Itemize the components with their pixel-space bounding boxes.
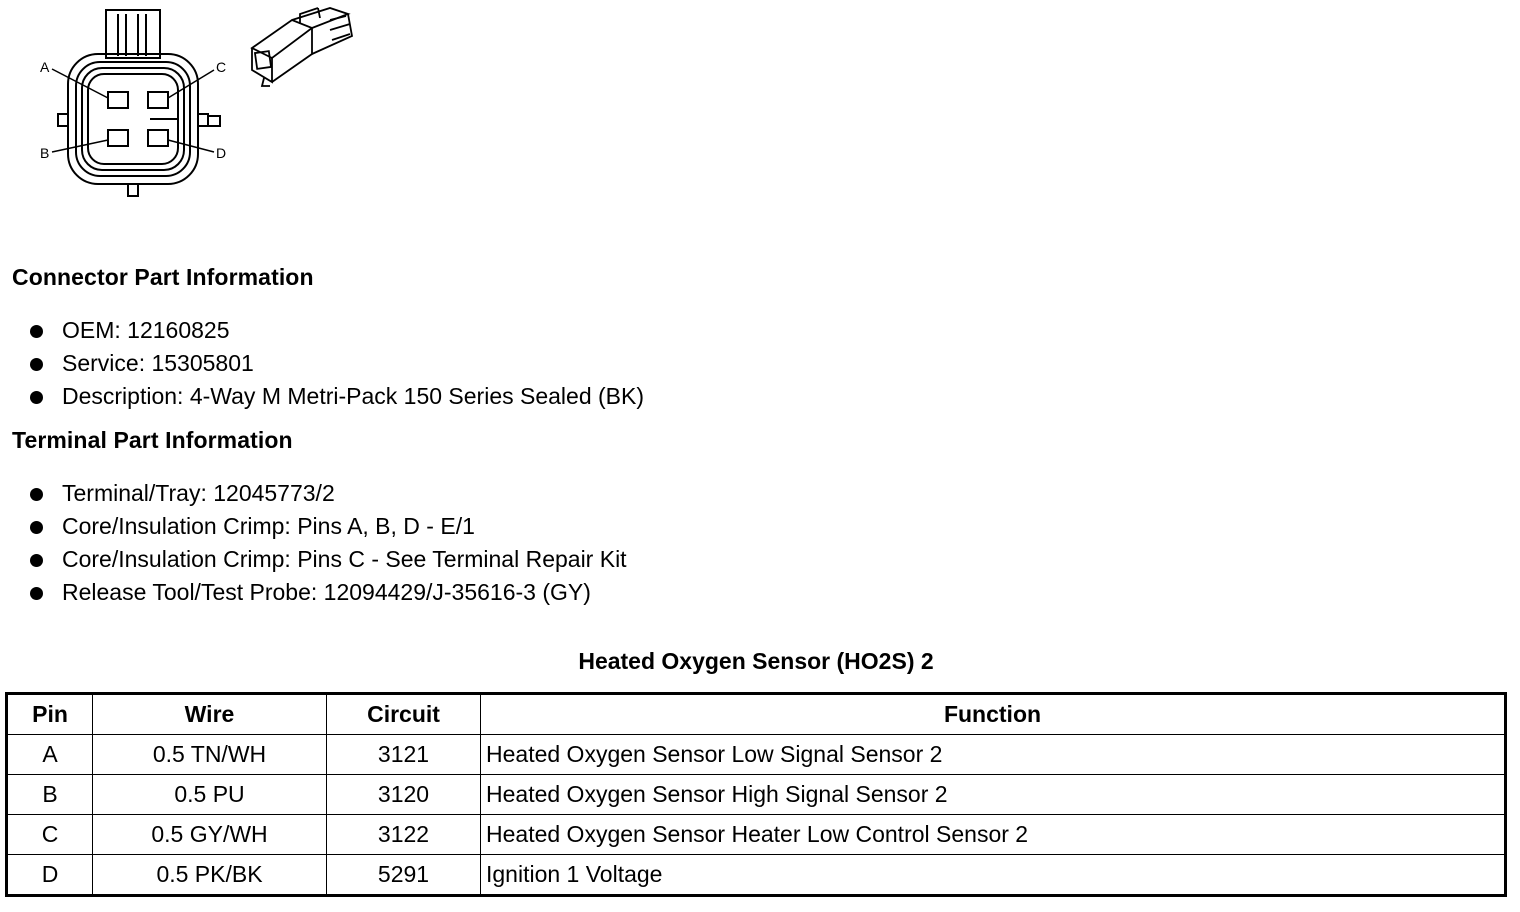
cell-function: Heated Oxygen Sensor Heater Low Control Sensor 2: [481, 815, 1506, 855]
cell-pin: C: [7, 815, 93, 855]
bullet-icon: [30, 587, 43, 600]
table-row: [7, 855, 1506, 896]
list-item: Core/Insulation Crimp: Pins C - See Terminal Repair Kit: [28, 543, 627, 576]
cavity-c: [148, 92, 168, 108]
cell-circuit: 3120: [327, 775, 481, 815]
bullet-icon: [30, 358, 43, 371]
list-item: Core/Insulation Crimp: Pins A, B, D - E/1: [28, 510, 627, 543]
cell-wire: 0.5 GY/WH: [93, 815, 327, 855]
connector-diagram: [0, 0, 380, 210]
bullet-icon: [30, 521, 43, 534]
bullet-icon: [30, 325, 43, 338]
pin-label-a: A: [40, 59, 50, 75]
cell-circuit: 3122: [327, 815, 481, 855]
pin-table: [5, 692, 1507, 897]
cell-function: Heated Oxygen Sensor Low Signal Sensor 2: [481, 735, 1506, 775]
cell-wire: 0.5 PK/BK: [93, 855, 327, 896]
pin-label-c: C: [216, 59, 227, 75]
connector-part-heading: Connector Part Information: [12, 264, 314, 290]
bullet-icon: [30, 554, 43, 567]
cell-wire: 0.5 PU: [93, 775, 327, 815]
cell-circuit: 3121: [327, 735, 481, 775]
list-item: Terminal/Tray: 12045773/2: [28, 477, 627, 510]
table-row: [7, 735, 1506, 775]
cavity-a: [108, 92, 128, 108]
table-row: [7, 775, 1506, 815]
header-function: Function: [481, 694, 1506, 735]
cavity-d: [148, 130, 168, 146]
cell-circuit: 5291: [327, 855, 481, 896]
bullet-icon: [30, 391, 43, 404]
list-item: Release Tool/Test Probe: 12094429/J-35616-3 (GY): [28, 576, 627, 609]
pin-label-b: B: [40, 145, 50, 161]
table-row: [7, 815, 1506, 855]
table-header-row: [7, 694, 1506, 735]
terminal-part-heading: Terminal Part Information: [12, 427, 293, 453]
list-item: OEM: 12160825: [28, 314, 644, 347]
table-title: Heated Oxygen Sensor (HO2S) 2: [578, 648, 934, 674]
cell-function: Heated Oxygen Sensor High Signal Sensor 2: [481, 775, 1506, 815]
latch-tab: [106, 10, 160, 58]
cell-wire: 0.5 TN/WH: [93, 735, 327, 775]
connector-3d-view: [252, 8, 352, 86]
header-wire: Wire: [93, 694, 327, 735]
header-pin: Pin: [7, 694, 93, 735]
pin-label-d: D: [216, 145, 227, 161]
list-item: Service: 15305801: [28, 347, 644, 380]
terminal-part-list: [28, 477, 627, 609]
bullet-icon: [30, 488, 43, 501]
cell-pin: D: [7, 855, 93, 896]
cavity-b: [108, 130, 128, 146]
list-item: Description: 4-Way M Metri-Pack 150 Series Sealed (BK): [28, 380, 644, 413]
cell-pin: A: [7, 735, 93, 775]
cell-pin: B: [7, 775, 93, 815]
connector-part-list: [28, 314, 644, 413]
header-circuit: Circuit: [327, 694, 481, 735]
cell-function: Ignition 1 Voltage: [481, 855, 1506, 896]
